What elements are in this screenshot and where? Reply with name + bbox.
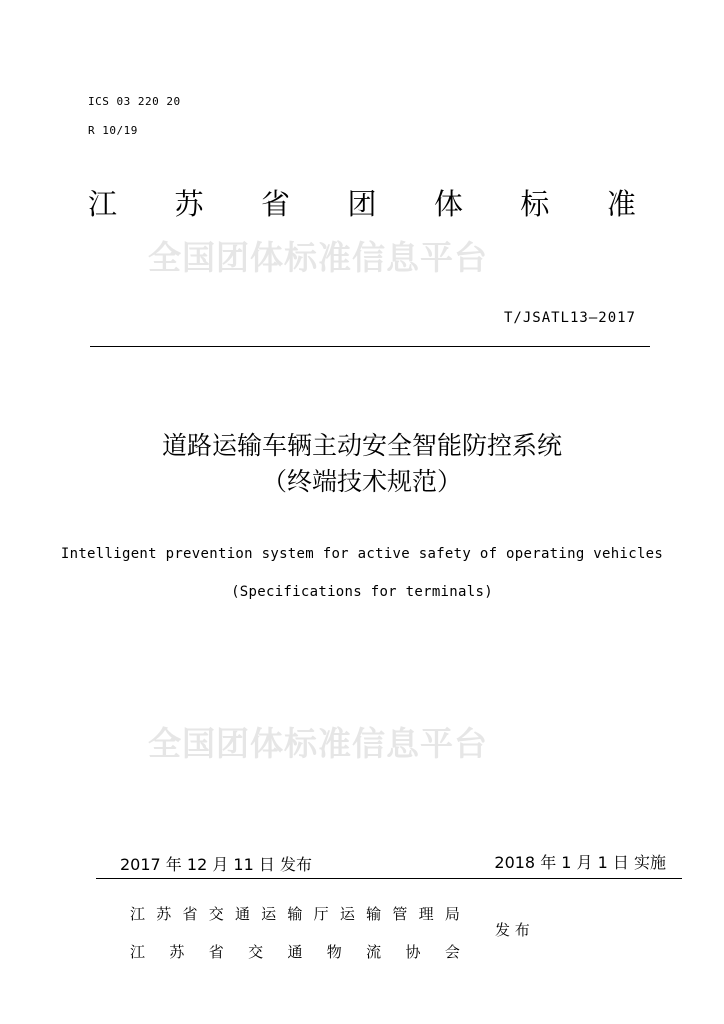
- publisher-char: 苏: [156, 905, 172, 923]
- publisher-char: 厅: [313, 905, 329, 923]
- publisher-char: 省: [208, 943, 224, 961]
- implementation-date: 2018 年 1 月 1 日 实施: [494, 853, 666, 872]
- publisher-char: 理: [418, 905, 434, 923]
- standard-type-char: 苏: [174, 187, 204, 221]
- title-cn-line1: 道路运输车辆主动安全智能防控系统: [161, 431, 562, 460]
- title-cn-line2: （终端技术规范）: [261, 467, 462, 496]
- title-en-line2: (Specifications for terminals): [231, 584, 493, 600]
- standard-type-char: 团: [347, 187, 377, 221]
- publisher-char: 江: [130, 905, 146, 923]
- standard-type-char: 省: [260, 187, 290, 221]
- publisher-char: 交: [248, 943, 264, 961]
- publisher-char: 通: [287, 943, 303, 961]
- publisher-char: 省: [182, 905, 198, 923]
- publisher-char: 苏: [169, 943, 185, 961]
- publisher-char: 局: [444, 905, 460, 923]
- publisher-char: 运: [261, 905, 277, 923]
- classification-code: R 10/19: [88, 124, 138, 137]
- publisher-char: 交: [208, 905, 224, 923]
- publisher-char: 流: [366, 943, 382, 961]
- title-en-line1: Intelligent prevention system for active safety of operating vehicles: [60, 546, 664, 562]
- footer-divider: [96, 878, 682, 879]
- header-divider: [90, 346, 650, 347]
- standard-type-char: 准: [606, 187, 636, 221]
- release-date: 2017 年 12 月 11 日 发布: [120, 855, 312, 874]
- standard-type-char: 江: [88, 187, 118, 221]
- publisher-char: 管: [392, 905, 408, 923]
- standard-type-char: 标: [520, 187, 550, 221]
- publisher-char: 江: [130, 943, 146, 961]
- standard-code: T/JSATL13—2017: [503, 310, 636, 326]
- publisher-char: 协: [405, 943, 421, 961]
- publisher-char: 输: [287, 905, 303, 923]
- standard-type-title: [88, 182, 636, 223]
- ics-code: ICS 03 220 20: [88, 95, 181, 108]
- publisher-char: 通: [234, 905, 250, 923]
- watermark-top: 全国团体标准信息平台: [148, 238, 488, 277]
- publisher-org1: [130, 903, 460, 924]
- publish-action: 发 布: [495, 921, 530, 939]
- publisher-char: 会: [444, 943, 460, 961]
- publisher-char: 输: [366, 905, 382, 923]
- standard-type-char: 体: [433, 187, 463, 221]
- publisher-char: 运: [339, 905, 355, 923]
- publisher-org2: [130, 941, 460, 962]
- watermark-bottom: 全国团体标准信息平台: [148, 724, 488, 763]
- publisher-char: 物: [326, 943, 342, 961]
